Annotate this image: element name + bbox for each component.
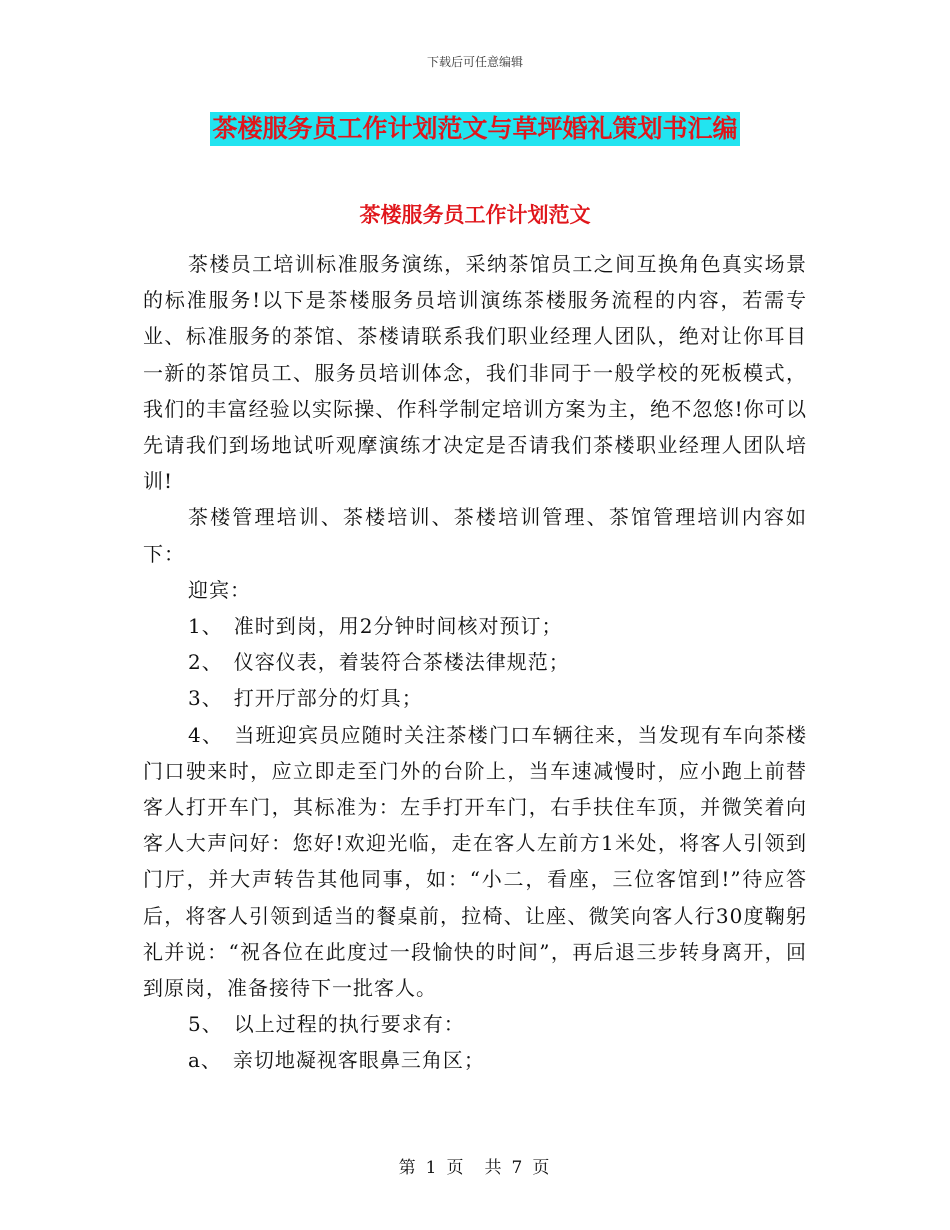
list-item-2: 2、 仪容仪表，着装符合茶楼法律规范； [188, 650, 570, 675]
list-item-5: 5、 以上过程的执行要求有： [188, 1012, 465, 1037]
list-item-4: 4、 当班迎宾员应随时关注茶楼门口车辆往来，当发现有车向茶楼门口驶来时，应立即走至门外的台阶上，当车速减慢时，应小跑上前替客人打开车门，其标准为：左手打开车门，右手扶住车顶，并微笑着向客人大声问好：您好!欢迎光临，走在客人左前方1米处，将客人引领到门厅，并大声转告其他同事，如：“小二，看座，三位客馆到!”待应答后，将客人引领到适当的餐桌前，拉椅、让座、微笑向客人行30度鞠躬礼并说：“祝各位在此度过一段愉快的时间”，再后退三步转身离开，回到原岗，准备接待下一批客人。 [143, 722, 807, 1001]
footer-prefix: 第 [398, 1158, 418, 1178]
section-title: 茶楼服务员工作计划范文 [359, 203, 591, 227]
list-item-1: 1、 准时到岗，用2分钟时间核对预订； [188, 614, 563, 639]
footer-current-page: 1 [425, 1158, 439, 1178]
footer-middle: 页 共 [446, 1158, 504, 1178]
list-item-3: 3、 打开厅部分的灯具； [188, 686, 423, 711]
paragraph-intro: 茶楼员工培训标准服务演练，采纳茶馆员工之间互换角色真实场景的标准服务!以下是茶楼服务员培训演练茶楼服务流程的内容，若需专业、标准服务的茶馆、茶楼请联系我们职业经理人团队，绝对让你耳目一新的茶馆员工、服务员培训体念，我们非同于一般学校的死板模式，我们的丰富经验以实际操、作科学制定培训方案为主，绝不忽悠!你可以先请我们到场地试听观摩演练才决定是否请我们茶楼职业经理人团队培训! [143, 252, 807, 494]
footer-suffix: 页 [532, 1158, 552, 1178]
page-footer [0, 1153, 950, 1178]
main-title: 茶楼服务员工作计划范文与草坪婚礼策划书汇编 [210, 112, 739, 146]
footer-total-pages: 7 [511, 1158, 525, 1178]
document-body [143, 246, 807, 1079]
paragraph-training-content: 茶楼管理培训、茶楼培训、茶楼培训管理、茶馆管理培训内容如下： [143, 505, 807, 566]
header-note: 下载后可任意编辑 [426, 55, 523, 69]
paragraph-welcome-heading: 迎宾： [188, 577, 251, 602]
main-title-container [0, 112, 950, 146]
list-item-a: a、 亲切地凝视客眼鼻三角区； [188, 1048, 485, 1073]
